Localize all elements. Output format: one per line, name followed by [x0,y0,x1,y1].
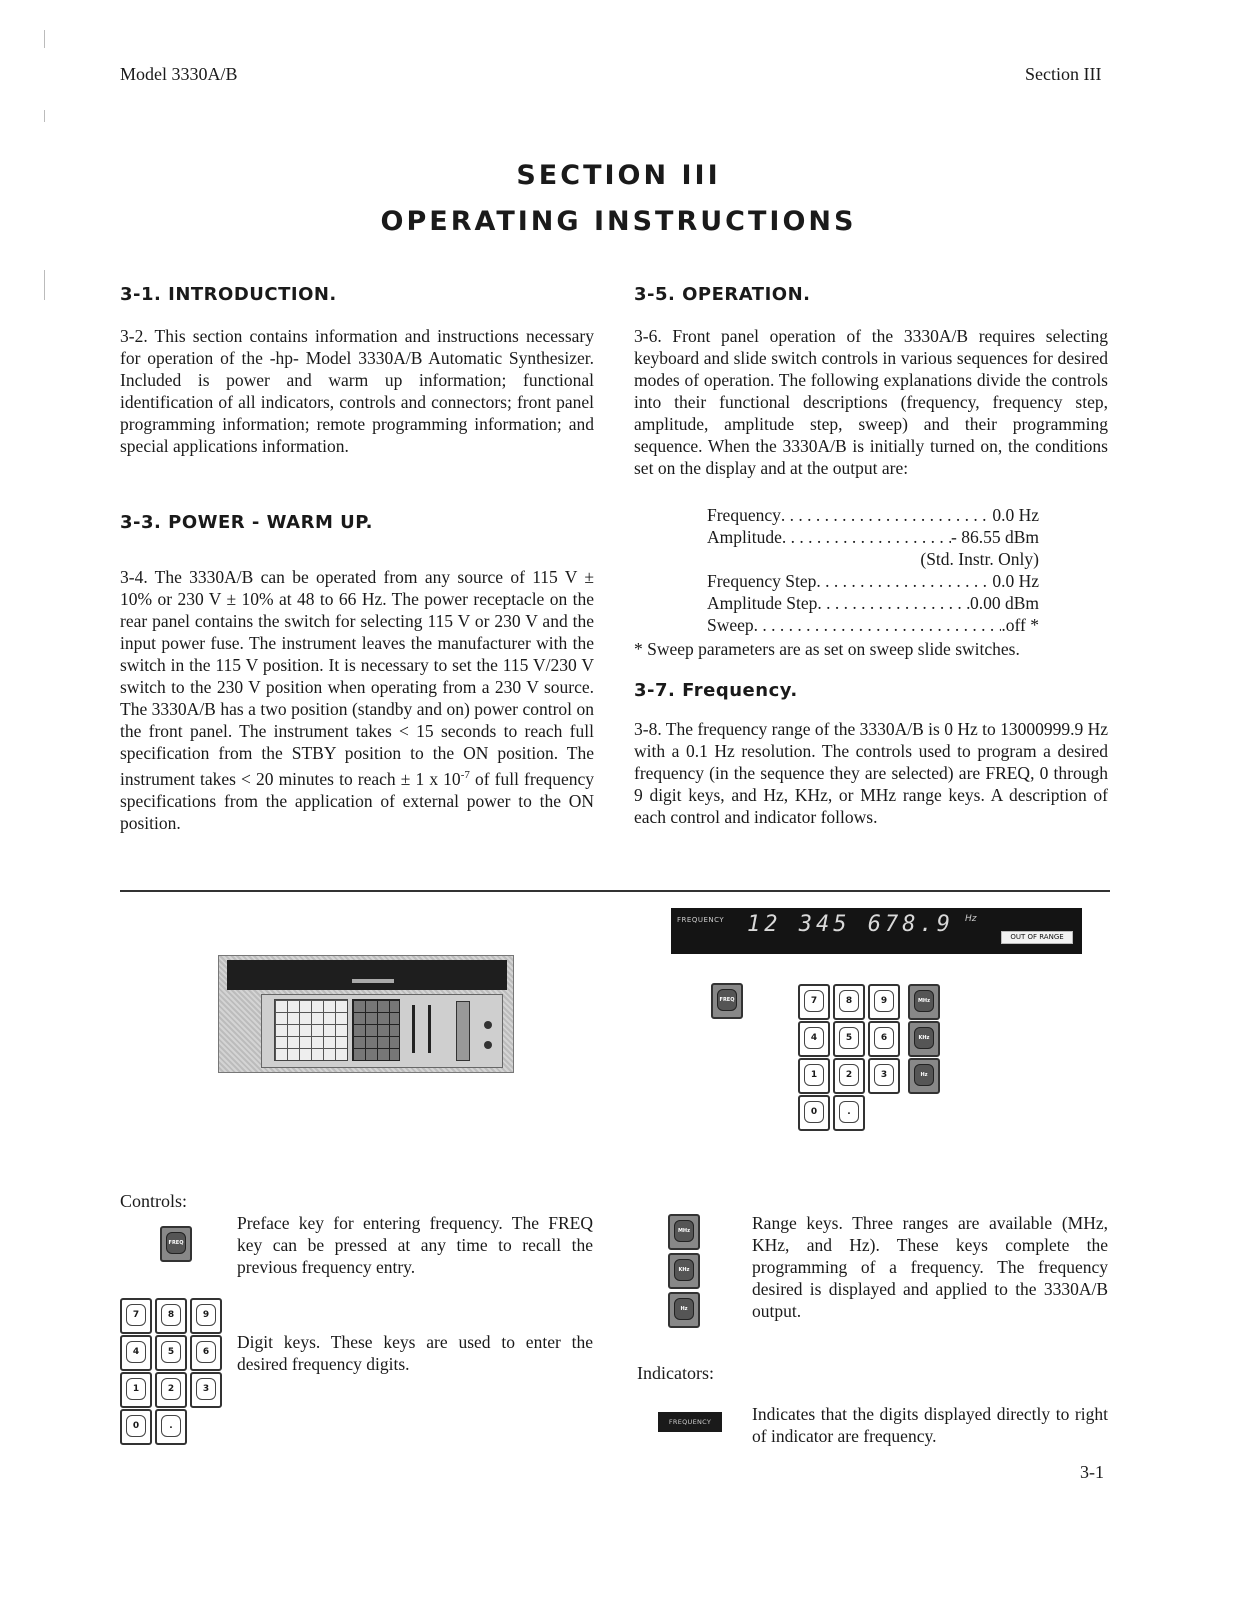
digit-key-3 [868,1058,900,1094]
freq-key-description: Preface key for entering frequency. The FREQ key can be pressed at any time to recall the previous frequency entry. [237,1213,593,1277]
key-label: MHz [914,990,934,1012]
key-label: 9 [874,990,894,1012]
frequency-indicator-description: Indicates that the digits displayed directly to right of indicator are frequency. [752,1404,1108,1446]
power-exponent: -7 [460,769,470,781]
hz-key [908,1058,940,1094]
display-digits: 12 345 678.9 [747,912,954,937]
spec-row-amplitude-step [707,592,1039,614]
digit-key-6 [190,1335,222,1371]
spec-row-std-instr [707,548,1039,570]
display-unit: Hz [965,914,977,924]
spec-label: Sweep [707,615,754,635]
spec-value: 0.0 Hz [992,505,1039,525]
key-label: 1 [804,1064,824,1086]
range-keys-description: Range keys. Three ranges are available (MHz, KHz, and Hz). These keys complete the programming of a frequency. The frequency desired is displayed and applied to the 3330A/B output. [752,1213,1108,1321]
key-label: MHz [674,1220,694,1242]
key-label: 5 [161,1341,181,1363]
indicators-label: Indicators: [637,1363,714,1383]
spec-value: .off * [1001,615,1039,635]
digit-key-4 [798,1021,830,1057]
heading-operation: 3-5. OPERATION. [634,284,811,305]
key-label: 0 [804,1101,824,1123]
digit-key-0 [120,1409,152,1445]
section-title: SECTION III [516,160,721,191]
mhz-key [908,984,940,1020]
digit-key-4 [120,1335,152,1371]
heading-introduction: 3-1. INTRODUCTION. [120,284,337,305]
digit-key-6 [868,1021,900,1057]
paragraph-frequency: 3-8. The frequency range of the 3330A/B is 0 Hz to 13000999.9 Hz with a 0.1 Hz resolution. The controls used to program a desired frequency (in the sequence they are selected) are FREQ, 0 through 9 digit keys, and Hz, KHz, or MHz range keys. A description of each control and indicator follows. [634,719,1109,827]
freq-key [711,983,743,1019]
spec-row-frequency-step [707,570,1039,592]
horizontal-rule [120,890,1110,892]
sweep-footnote: * Sweep parameters are as set on sweep slide switches. [634,639,1020,659]
digit-key-1 [120,1372,152,1408]
key-label: Hz [914,1064,934,1086]
spec-row-frequency [707,504,1039,526]
key-label: 7 [126,1304,146,1326]
digit-key-8 [833,984,865,1020]
digit-key-5 [155,1335,187,1371]
digit-key-9 [190,1298,222,1334]
decimal-point-key [833,1095,865,1131]
decimal-point-key [155,1409,187,1445]
page-number: 3-1 [1080,1462,1104,1482]
digit-key-2 [155,1372,187,1408]
paragraph-power-warm-up [120,566,594,834]
key-label: 4 [804,1027,824,1049]
spec-row-sweep [707,614,1039,636]
spec-label: Amplitude [707,527,782,547]
hz-key [668,1292,700,1328]
key-label: Hz [674,1298,694,1320]
digit-key-2 [833,1058,865,1094]
digit-keys-description: Digit keys. These keys are used to enter the desired frequency digits. [237,1332,593,1374]
digit-key-8 [155,1298,187,1334]
heading-power-warm-up: 3-3. POWER - WARM UP. [120,512,373,533]
key-label: 8 [839,990,859,1012]
scan-mark [44,110,45,122]
key-label: KHz [914,1027,934,1049]
digit-key-9 [868,984,900,1020]
key-label: 5 [839,1027,859,1049]
khz-key [908,1021,940,1057]
spec-row-amplitude [707,526,1039,548]
spec-value: 0.00 dBm [969,593,1039,613]
running-header-right: Section III [1025,64,1102,84]
key-label: 0 [126,1415,146,1437]
spec-label: Frequency [707,505,781,525]
key-label: 4 [126,1341,146,1363]
spec-value: - 86.55 dBm [951,527,1039,547]
key-label: 1 [126,1378,146,1400]
key-label: 2 [161,1378,181,1400]
digit-key-1 [798,1058,830,1094]
key-label: . [161,1415,181,1437]
key-label: 6 [196,1341,216,1363]
scan-mark [44,270,45,300]
spec-value: (Std. Instr. Only) [920,549,1039,569]
controls-label: Controls: [120,1191,188,1211]
key-label: 6 [874,1027,894,1049]
chapter-title: OPERATING INSTRUCTIONS [380,206,857,237]
heading-frequency: 3-7. Frequency. [634,680,798,701]
scan-mark [44,30,45,48]
key-label: 3 [196,1378,216,1400]
digit-key-0 [798,1095,830,1131]
key-label: 2 [839,1064,859,1086]
key-label: . [839,1101,859,1123]
digit-key-7 [120,1298,152,1334]
spec-label: Frequency Step [707,571,817,591]
power-text-b: of full frequency specifications from the application of external power to the ON position. [120,768,594,833]
spec-label: Amplitude Step [707,593,818,613]
key-label: KHz [674,1259,694,1281]
key-label: 7 [804,990,824,1012]
out-of-range-indicator: OUT OF RANGE [1001,931,1073,944]
instrument-front-panel-image [218,955,514,1073]
mhz-key [668,1214,700,1250]
digit-key-7 [798,984,830,1020]
freq-key-label: FREQ [717,989,737,1011]
freq-key-label: FREQ [166,1232,186,1254]
key-label: 3 [874,1064,894,1086]
freq-key [160,1226,192,1262]
running-header-left: Model 3330A/B [120,64,238,84]
digit-key-5 [833,1021,865,1057]
frequency-display [671,908,1082,954]
digit-key-3 [190,1372,222,1408]
key-label: 9 [196,1304,216,1326]
display-frequency-label: FREQUENCY [677,916,725,924]
paragraph-operation: 3-6. Front panel operation of the 3330A/B requires selecting keyboard and slide switch controls in various sequences for desired modes of operation. The following explanations divide the controls into their functional descriptions (frequency, frequency step, amplitude, amplitude step, sweep) and their programming sequence. When the 3330A/B is initially turned on, the conditions set on the display and at the output are: [634,326,1108,478]
spec-value: 0.0 Hz [992,571,1039,591]
key-label: 8 [161,1304,181,1326]
power-text-a: 3-4. The 3330A/B can be operated from any source of 115 V ± 10% or 230 V ± 10% at 48 to 66 Hz. The power receptacle on the rear panel contains the switch for selecting 115 V or 230 V and the input power fuse. The instrument leaves the manufacturer with the switch in the 115 V position. It is necessary to set the 115 V/230 V switch to the 230 V position when operating from a 230 V source. The 3330A/B has a two position (standby and on) power control on the front panel. The instrument takes < 15 seconds to reach full specification from the STBY position to the ON position. The instrument takes < 20 minutes to reach ± 1 x 10 [120,567,594,789]
paragraph-introduction: 3-2. This section contains information and instructions necessary for operation of the -hp- Model 3330A/B Automatic Synthesizer. Included is power and warm up information; functional identification of all indicators, controls and connectors; front panel programming information; remote programming information; and special applications information. [120,326,594,456]
khz-key [668,1253,700,1289]
frequency-indicator-lamp: FREQUENCY [658,1412,722,1432]
initial-conditions-list [707,504,1039,636]
